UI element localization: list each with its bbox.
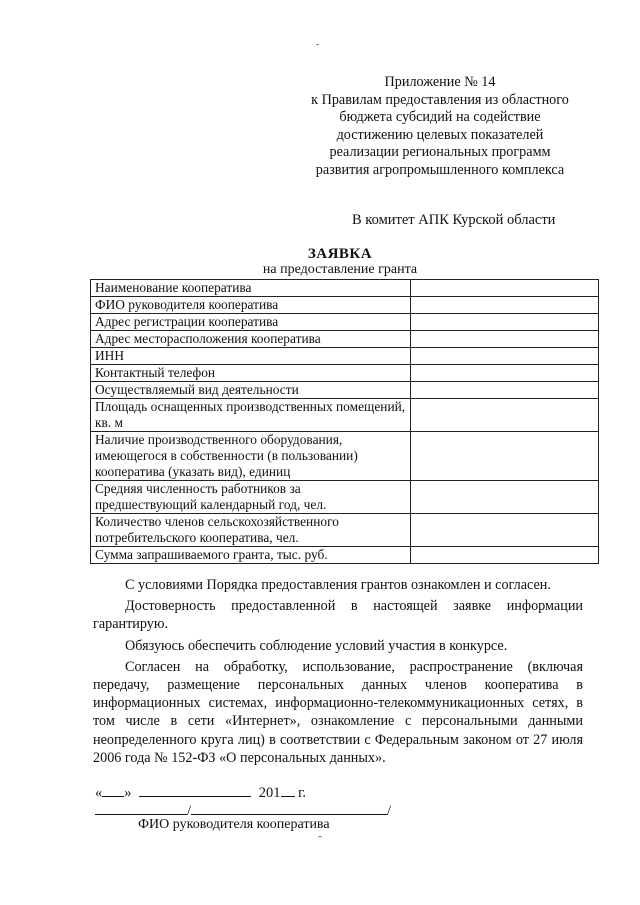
form-row-label: Количество членов сельскохозяйственного потребительского кооператива, чел. — [91, 514, 411, 547]
appendix-line: бюджета субсидий на содействие — [339, 109, 541, 126]
form-row-value[interactable] — [410, 297, 599, 314]
form-row-label: Адрес регистрации кооператива — [91, 314, 411, 331]
appendix-line: реализации региональных программ — [329, 144, 551, 161]
form-row — [91, 399, 599, 432]
year-field[interactable] — [281, 782, 295, 797]
form-row-label: Площадь оснащенных производственных помещений, кв. м — [91, 399, 411, 432]
form-row — [91, 481, 599, 514]
paragraph-obligation: Обязуюсь обеспечить соблюдение условий участия в конкурсе. — [125, 637, 508, 654]
form-row-label: Адрес месторасположения кооператива — [91, 331, 411, 348]
form-row — [91, 547, 599, 564]
form-row — [91, 348, 599, 365]
form-row — [91, 432, 599, 481]
year-prefix: 201 — [258, 785, 281, 801]
quote-open: « — [95, 785, 103, 801]
form-row — [91, 514, 599, 547]
form-row-value[interactable] — [410, 348, 599, 365]
form-row — [91, 365, 599, 382]
paragraph-accuracy: Достоверность предоставленной в настоящей заявке информации гарантирую. — [93, 598, 583, 633]
name-field[interactable] — [191, 800, 387, 815]
year-suffix: г. — [298, 785, 307, 801]
form-row-label: ФИО руководителя кооператива — [91, 297, 411, 314]
appendix-header — [300, 74, 580, 180]
form-row-value[interactable] — [410, 365, 599, 382]
form-row-label: Наименование кооператива — [91, 280, 411, 297]
form-row-label: Осуществляемый вид деятельности — [91, 382, 411, 399]
signature-caption: ФИО руководителя кооператива — [138, 817, 330, 832]
form-row — [91, 280, 599, 297]
paragraph-consent-terms: С условиями Порядка предоставления грантов ознакомлен и согласен. — [125, 577, 551, 593]
scan-speck — [316, 44, 319, 45]
form-row-label: Контактный телефон — [91, 365, 411, 382]
appendix-line: достижению целевых показателей — [336, 126, 544, 143]
quote-close: » — [124, 785, 132, 801]
form-row — [91, 382, 599, 399]
paragraph-personal-data: Согласен на обработку, использование, распространение (включая передачу, размещение персональных данных членов кооператива в информационных системах, информационно-телекоммуникационных сетях, в том числе в сети «Интернет», ознакомление с персональными данными неопределенного круга лиц) в соответствии с Федеральным законом от 27 июля 2006 года № 152-ФЗ «О персональных данных». — [93, 658, 583, 766]
form-row-value[interactable] — [410, 331, 599, 348]
scan-speck — [318, 836, 322, 837]
form-row-value[interactable] — [410, 514, 599, 547]
addressee: В комитет АПК Курской области — [352, 212, 556, 228]
form-row — [91, 297, 599, 314]
form-row-label: Сумма запрашиваемого гранта, тыс. руб. — [91, 547, 411, 564]
form-row — [91, 314, 599, 331]
document-title: ЗАЯВКА — [307, 246, 373, 262]
day-field[interactable] — [102, 782, 124, 797]
form-row-value[interactable] — [410, 399, 599, 432]
appendix-line: развития агропромышленного комплекса — [315, 161, 565, 178]
separator-1: / — [187, 803, 192, 819]
form-row-value[interactable] — [410, 481, 599, 514]
form-row-value[interactable] — [410, 547, 599, 564]
date-line — [95, 782, 306, 802]
month-field[interactable] — [139, 782, 251, 797]
document-subtitle: на предоставление гранта — [262, 262, 418, 277]
separator-2: / — [387, 803, 392, 819]
appendix-line: Приложение № 14 — [384, 74, 496, 90]
form-row-value[interactable] — [410, 432, 599, 481]
form-row-value[interactable] — [410, 280, 599, 297]
declaration-text — [93, 576, 583, 767]
form-row-label: Наличие производственного оборудования, имеющегося в собственности (в пользовании) кооператива (указать вид), единиц — [91, 432, 411, 481]
form-row-label: ИНН — [91, 348, 411, 365]
form-row-value[interactable] — [410, 382, 599, 399]
form-row — [91, 331, 599, 348]
form-row-label: Средняя численность работников за предшествующий календарный год, чел. — [91, 481, 411, 514]
application-form-table — [90, 279, 599, 564]
form-row-value[interactable] — [410, 314, 599, 331]
appendix-line: к Правилам предоставления из областного — [311, 91, 569, 108]
signature-field[interactable] — [95, 800, 187, 815]
